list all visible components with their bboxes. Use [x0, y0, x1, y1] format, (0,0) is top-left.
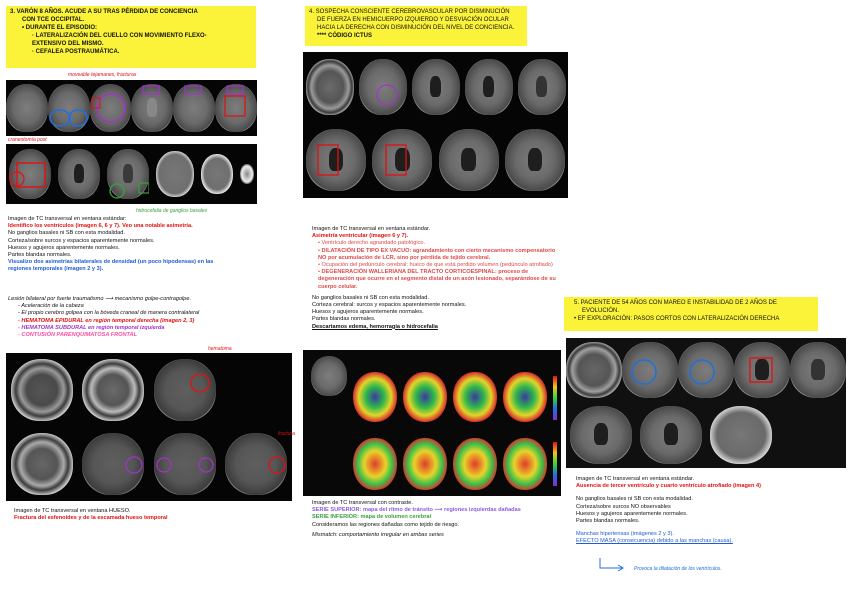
ct-slice: [359, 59, 407, 115]
case5-header-box: 5. PACIENTE DE 54 AÑOS CON MAREO E INSTABILIDAD DE 2 AÑOS DE EVOLUCIÓN. • EF EXPLORACIÓN: PASOS CORTOS CON LATERALIZACIÓN DERECHA: [564, 297, 818, 331]
ct-slice: [240, 164, 254, 184]
ct-bone-slice: [11, 359, 73, 421]
desc-line: Huesos y agujeros aparentemente normales.: [576, 510, 688, 517]
desc-line: No ganglios basales ni SB con esta modalidad.: [312, 294, 429, 301]
ct-slice: [90, 84, 132, 132]
ct-slice: [131, 84, 173, 132]
perfusion-map-lower: [403, 438, 447, 490]
trauma-line: - HEMATOMA SUBDURAL en región temporal izquierda: [18, 324, 165, 331]
ct-slice: [439, 129, 499, 191]
ct-slice: [306, 59, 354, 115]
case3-annotation-top: moveable tejamanes, fracturas: [68, 72, 137, 78]
case3-title-2: CON TCE OCCIPITAL.: [22, 17, 85, 23]
case3-line3: EXTENSIVO DEL MISMO.: [32, 41, 104, 47]
ct-slice: [505, 129, 565, 191]
case4-perfusion-maps: [303, 350, 561, 496]
perf-desc-line: SERIE SUPERIOR: mapa del ritmo de tránsito ⟶ regiones izquierdas dañadas: [312, 507, 521, 514]
desc-line: Corteza cerebral: surcos y espacios aparentemente normales.: [312, 302, 467, 309]
ct-bone-slice: [82, 433, 144, 495]
ct-slice: [156, 151, 194, 197]
ct-slice: [622, 342, 678, 398]
ct-bone-slice: [11, 433, 73, 495]
case3-ct-row-2: [6, 144, 257, 204]
desc-line: No ganglios basales ni SB con esta modalidad.: [8, 230, 125, 237]
perfusion-map-upper: [353, 372, 397, 422]
case3-line1: DURANTE EL EPISODIO:: [25, 25, 98, 31]
color-scale-bar: [553, 442, 557, 486]
desc-line: Imagen de TC transversal en ventana estándar.: [576, 476, 695, 482]
bone-desc-line: Imagen de TC transversal en ventana HUESO.: [14, 508, 131, 514]
ct-slice: [6, 84, 48, 132]
ct-slice: [9, 149, 51, 199]
desc-line: Manchas hipertensas (imágenes 2 y 3).: [576, 531, 674, 538]
desc-line: Corteza/sobre surcos NO observables: [576, 503, 671, 510]
case4-line: HACIA LA DERECHA CON DISMINUCIÓN DEL NIVEL DE CONCIENCIA.: [317, 25, 515, 31]
ct-bone-slice: [154, 359, 216, 421]
perfusion-map-lower: [353, 438, 397, 490]
ct-slice: [107, 149, 149, 199]
ct-slice: [48, 84, 90, 132]
ct-slice: [710, 406, 772, 464]
case4-header-box: [305, 6, 527, 46]
case3-bone-description: [14, 508, 284, 522]
ct-bone-slice: [225, 433, 287, 495]
desc-line: Huesos y agujeros aparentemente normales.: [312, 309, 424, 316]
ct-slice: [465, 59, 513, 115]
ct-slice: [201, 154, 233, 194]
case3-line4: · CEFALEA POSTRAUMÁTICA.: [32, 49, 120, 55]
case3-description: [8, 216, 258, 274]
ct-slice: [215, 84, 257, 132]
perf-desc-line: Imagen de TC transversal con contraste.: [312, 500, 413, 506]
desc-line: Imagen de TC transversal en ventana estándar:: [8, 216, 127, 222]
case4-description: [312, 226, 562, 331]
ct-slice: [678, 342, 734, 398]
desc-line: Imagen de TC transversal en ventana estándar.: [312, 226, 431, 232]
perfusion-map-lower: [453, 438, 497, 490]
case4-perfusion-description: [312, 500, 572, 539]
ct-slice: [790, 342, 846, 398]
case4-line: DE FUERZA EN HEMICUERPO IZQUIERDO Y DESVIACIÓN OCULAR: [317, 17, 509, 23]
ct-slice: [173, 84, 215, 132]
desc-line: Descartamos edema, hemorragia o hidrocefalia: [312, 323, 438, 330]
trauma-line: - Aceleración de la cabeza: [18, 303, 84, 310]
perfusion-map-upper: [453, 372, 497, 422]
case4-line: **** CÓDIGO ICTUS: [317, 33, 373, 39]
perfusion-map-upper: [403, 372, 447, 422]
desc-line: regiones temporales (imagen 2 y 3).: [8, 266, 104, 273]
desc-line: Partes blandas normales.: [8, 252, 72, 259]
bone-desc-line: Fractura del esfenoides y de la escamada hueso temporal: [14, 515, 168, 522]
desc-line: Partes blandas normales.: [312, 316, 376, 323]
case3-ct-row-1: [6, 80, 257, 136]
case3-annotation-left: craneotomía post: [8, 137, 47, 143]
perfusion-map-lower: [503, 438, 547, 490]
case5-arrow-icon: [598, 558, 628, 574]
case5-ct-images: [566, 338, 846, 468]
case3-trauma-notes: [8, 296, 268, 339]
ct-slice: [306, 129, 366, 191]
ct-bone-slice: [154, 433, 216, 495]
perf-desc-line: Mismatch: comportamiento irregular en ambas series: [312, 531, 444, 538]
bone-annotation-fracture: fractura: [278, 431, 295, 437]
ct-slice: [570, 406, 632, 464]
perf-desc-line: SERIE INFERIOR: mapa de volumen cerebral: [312, 514, 432, 521]
trauma-line: Lesión bilateral por fuerte traumatismo ⟶ mecanismo golpe-contragolpe.: [8, 296, 192, 302]
ct-slice: [58, 149, 100, 199]
ct-slice: [412, 59, 460, 115]
ct-slice: [734, 342, 790, 398]
case5-line: EVOLUCIÓN.: [582, 308, 620, 314]
ct-slice: [372, 129, 432, 191]
desc-bullet: • Ocupación del pedúnculo cerebral: hueco de que está perdido volumen (pedúnculo atrofiado): [318, 262, 553, 269]
case4-line: 4. SOSPECHA CONSCIENTE CEREBROVASCULAR POR DISMINUCIÓN: [309, 9, 510, 15]
desc-line: Huesos y agujeros aparentemente normales.: [8, 244, 120, 251]
bone-annotation-hematoma: hematoma: [208, 346, 232, 352]
case5-description: [576, 476, 846, 546]
case5-hand-note: Provoca la dilatación de los ventrículos.: [634, 566, 722, 572]
desc-line: Ausencia de tercer ventrículo y cuarto ventrículo atrofiado (imagen 4): [576, 483, 761, 490]
desc-bullet: • DEGENERACIÓN WALLERIANA DEL TRACTO CORTICOESPINAL: proceso de degeneración que ocurre en el segmento distal de un axón lesionado, separándose de su cuerpo celular.: [318, 269, 556, 290]
case5-line: 5. PACIENTE DE 54 AÑOS CON MAREO E INSTABILIDAD DE 2 AÑOS DE: [574, 300, 777, 306]
desc-line: No ganglios basales ni SB con esta modalidad.: [576, 496, 693, 503]
case3-bone-window-images: [6, 353, 292, 501]
trauma-line: - CONTUSIÓN PARENQUIMATOSA FRONTAL: [18, 332, 138, 339]
trauma-line: - HEMATOMA EPIDURAL en región temporal derecha (imagen 2, 3): [18, 317, 195, 324]
desc-line: Visualizo dos asimetrías bilaterales de densidad (un poco hipodensas) en las: [8, 259, 214, 266]
perf-desc-line: Consideramos las regiones dañadas como tejido de riesgo.: [312, 521, 460, 528]
color-scale-bar: [553, 376, 557, 420]
desc-bullet: • DILATACIÓN DE TIPO EX VACUO: agrandamiento con cierto mecanismo compensatorio NO por acumulación de LCR, sino por pérdida de tejido cerebral.: [318, 247, 556, 261]
desc-line: Partes blandas normales.: [576, 518, 640, 525]
trauma-line: - El propio cerebro golpea con la bóveda craneal de manera contralateral: [18, 310, 200, 317]
case4-ct-images: [303, 52, 568, 198]
ct-slice: [566, 342, 622, 398]
case5-line: EF EXPLORACIÓN: PASOS CORTOS CON LATERALIZACIÓN DERECHA: [577, 316, 780, 322]
desc-bullet: • Ventrículo derecho agrandado patológico.: [318, 240, 426, 247]
ct-slice: [640, 406, 702, 464]
perfusion-map-upper: [503, 372, 547, 422]
ct-slice: [311, 356, 347, 396]
case3-line2: · LATERALIZACIÓN DEL CUELLO CON MOVIMIENTO FLEXO-: [32, 33, 207, 39]
desc-line: Asimetría ventricular (imagen 6 y 7).: [312, 233, 409, 240]
ct-slice: [518, 59, 566, 115]
desc-line: EFECTO MASA (consecuencia) debido a las manchas (causa).: [576, 538, 733, 545]
case3-title: 3. VARÓN 8 AÑOS. ACUDE A SU TRAS PÉRDIDA DE CONCIENCIA: [10, 9, 198, 15]
case3-header-box: 3. VARÓN 8 AÑOS. ACUDE A SU TRAS PÉRDIDA DE CONCIENCIA CON TCE OCCIPITAL. • DURANTE EL EPISODIO: · LATERALIZACIÓN DEL CUELLO CON MOVIMIENTO FLEXO- EXTENSIVO DEL MISMO. · CEFALEA POSTRAUMÁTICA.: [6, 6, 256, 68]
desc-line: Identifico los ventrículos (imagen 6, 6 y 7). Veo una notable asimetría.: [8, 223, 193, 230]
desc-line: Corteza/sobre surcos y espacios aparentemente normales.: [8, 237, 155, 244]
case3-annotation-green: hidrocefalia de ganglios basales: [136, 208, 208, 214]
ct-bone-slice: [82, 359, 144, 421]
